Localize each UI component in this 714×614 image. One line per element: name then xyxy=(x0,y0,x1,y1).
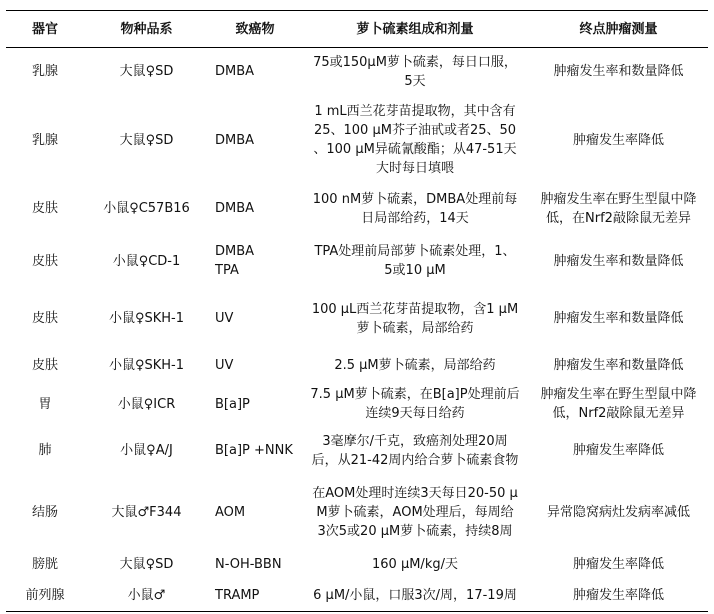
cell-strain: 小鼠♀A/J xyxy=(120,443,173,458)
cell-treatment-line: 后，从21-42周内给合萝卜硫素食物 xyxy=(311,452,519,468)
header-strain: 物种品系 xyxy=(84,11,209,48)
table-row xyxy=(6,580,708,612)
table-row xyxy=(6,290,708,348)
cell-endpoint xyxy=(529,426,708,476)
table-row xyxy=(6,476,708,549)
cell-treatment-line: 100 nM萝卜硫素，DMBA处理前每 xyxy=(312,191,518,207)
cell-treatment xyxy=(301,233,529,290)
cell-endpoint-line: 肿瘤发生率在野生型鼠中降 xyxy=(540,191,697,207)
cell-strain: 大鼠♂F344 xyxy=(111,504,182,520)
cell-carcinogen xyxy=(209,48,301,96)
cell-treatment-line: 大时每日填喂 xyxy=(375,161,454,176)
cell-treatment xyxy=(301,96,529,185)
cell-treatment-line: 3次5或20 μM萝卜硫素，持续8周 xyxy=(317,523,513,539)
header-endpoint: 终点肿瘤测量 xyxy=(529,11,708,48)
cell-treatment-line: 、100 μM异硫氰酸酯；从47-51天 xyxy=(313,142,517,157)
cell-strain: 小鼠♂ xyxy=(84,580,209,612)
cell-endpoint-line: 异常隐窝病灶发病率减低 xyxy=(546,504,690,520)
cell-endpoint-line: 肿瘤发生率在野生型鼠中降 xyxy=(540,387,697,402)
cell-treatment-line: 1 mL西兰花芽苗提取物，其中含有 xyxy=(314,104,516,119)
cell-organ: 前列腺 xyxy=(6,580,84,612)
cell-endpoint-line: 低，在Nrf2敲除鼠无差异 xyxy=(546,210,691,226)
cell-carcinogen xyxy=(209,185,301,233)
cell-treatment xyxy=(301,580,529,612)
cell-endpoint-line: 低，Nrf2敲除鼠无差异 xyxy=(552,406,685,421)
cell-treatment-line: 5天 xyxy=(404,73,426,89)
cell-endpoint-line: 肿瘤发生率和数量降低 xyxy=(553,311,684,326)
cell-treatment-line: 25、100 μM芥子油甙或者25、50 xyxy=(313,123,517,138)
table-row xyxy=(6,185,708,233)
cell-endpoint-line: 肿瘤发生率和数量降低 xyxy=(553,64,684,80)
cell-organ: 膀胱 xyxy=(31,556,58,572)
cell-treatment-line: 5或10 μM xyxy=(384,263,446,278)
cell-endpoint xyxy=(529,549,708,580)
cell-treatment xyxy=(301,383,529,426)
table-row xyxy=(6,549,708,580)
cell-carcinogen-line: AOM xyxy=(215,504,246,520)
cell-endpoint-line: 肿瘤发生率和数量降低 xyxy=(553,357,684,373)
cell-treatment-line: 7.5 μM萝卜硫素，在B[a]P处理前后 xyxy=(310,387,520,402)
cell-carcinogen-line: DMBA xyxy=(215,201,255,216)
cell-carcinogen xyxy=(209,383,301,426)
cell-organ: 皮肤 xyxy=(31,253,58,269)
cell-endpoint-line: 肿瘤发生率降低 xyxy=(572,587,664,603)
cell-organ: 乳腺 xyxy=(31,132,58,148)
table-row xyxy=(6,48,708,96)
cell-treatment xyxy=(301,426,529,476)
cell-endpoint xyxy=(529,185,708,233)
cell-carcinogen xyxy=(209,549,301,580)
cell-endpoint xyxy=(529,383,708,426)
cell-carcinogen-line: DMBA xyxy=(215,132,255,148)
table-body xyxy=(6,48,708,612)
cell-organ: 皮肤 xyxy=(31,311,58,326)
cell-strain: 小鼠♀C57B16 xyxy=(103,201,190,216)
cell-treatment xyxy=(301,348,529,383)
cell-strain: 大鼠♀SD xyxy=(119,132,174,148)
header-row xyxy=(6,11,708,48)
cell-treatment-line: 2.5 μM萝卜硫素，局部给药 xyxy=(334,357,496,373)
cell-strain: 大鼠♀SD xyxy=(119,556,174,572)
cell-carcinogen xyxy=(209,426,301,476)
cell-treatment-line: 连续9天每日给药 xyxy=(365,406,465,421)
cell-endpoint xyxy=(529,580,708,612)
cell-treatment-line: 日局部给药，14天 xyxy=(361,210,469,226)
cell-organ: 皮肤 xyxy=(31,201,58,216)
cell-endpoint-line: 肿瘤发生率降低 xyxy=(572,443,664,458)
cell-treatment xyxy=(301,48,529,96)
table-row xyxy=(6,96,708,185)
cell-carcinogen-line: DMBA xyxy=(215,244,255,259)
header-carcinogen: 致癌物 xyxy=(209,11,301,48)
cell-treatment-line: 萝卜硫素，局部给药 xyxy=(356,320,474,336)
cell-carcinogen-line: N-OH-BBN xyxy=(215,556,282,572)
table-row xyxy=(6,426,708,476)
cell-endpoint xyxy=(529,48,708,96)
cell-carcinogen xyxy=(209,348,301,383)
header-organ: 器官 xyxy=(6,11,84,48)
cell-endpoint xyxy=(529,476,708,549)
header-treatment: 萝卜硫素组成和剂量 xyxy=(301,11,529,48)
cell-carcinogen-line: UV xyxy=(215,311,234,326)
cell-endpoint xyxy=(529,233,708,290)
table-row xyxy=(6,233,708,290)
cell-treatment-line: 3毫摩尔/千克，致癌剂处理20周 xyxy=(322,433,508,449)
sulforaphane-study-table xyxy=(6,10,708,612)
cell-carcinogen-line: TPA xyxy=(215,263,239,278)
cell-treatment-line: 75或150μM萝卜硫素，每日口服， xyxy=(313,54,517,70)
cell-organ: 皮肤 xyxy=(31,357,58,373)
cell-organ: 乳腺 xyxy=(31,64,58,80)
cell-carcinogen xyxy=(209,476,301,549)
cell-strain: 小鼠♀CD-1 xyxy=(112,253,181,269)
table-row xyxy=(6,383,708,426)
cell-carcinogen-line: UV xyxy=(215,357,234,373)
cell-carcinogen xyxy=(209,96,301,185)
cell-organ: 肺 xyxy=(38,443,52,458)
cell-treatment-line: 6 μM/小鼠，口服3次/周，17-19周 xyxy=(313,587,517,603)
cell-treatment-line: 在AOM处理时连续3天每日20-50 μ xyxy=(312,485,518,501)
cell-strain: 小鼠♀SKH-1 xyxy=(108,311,185,326)
cell-organ: 胃 xyxy=(38,396,52,412)
cell-carcinogen-line: DMBA xyxy=(215,64,255,80)
cell-treatment xyxy=(301,290,529,348)
cell-endpoint-line: 肿瘤发生率降低 xyxy=(572,132,664,148)
cell-carcinogen-line: B[a]P +NNK xyxy=(215,443,293,458)
cell-treatment-line: 100 μL西兰花芽苗提取物，含1 μM xyxy=(311,301,519,317)
cell-endpoint-line: 肿瘤发生率和数量降低 xyxy=(553,253,684,269)
cell-endpoint xyxy=(529,348,708,383)
cell-strain: 小鼠♀ICR xyxy=(117,396,176,412)
cell-treatment xyxy=(301,185,529,233)
cell-carcinogen-line: B[a]P xyxy=(215,396,250,412)
cell-strain: 大鼠♀SD xyxy=(119,64,174,80)
cell-carcinogen xyxy=(209,233,301,290)
cell-organ: 结肠 xyxy=(31,504,58,520)
table-row xyxy=(6,348,708,383)
cell-endpoint-line: 肿瘤发生率降低 xyxy=(572,556,664,572)
cell-strain: 小鼠♀SKH-1 xyxy=(108,357,185,373)
cell-carcinogen-line: TRAMP xyxy=(215,587,260,603)
cell-treatment-line: M萝卜硫素，AOM处理后，每周给 xyxy=(316,504,514,520)
cell-endpoint xyxy=(529,96,708,185)
cell-carcinogen xyxy=(209,580,301,612)
cell-treatment xyxy=(301,476,529,549)
cell-carcinogen xyxy=(209,290,301,348)
cell-treatment-line: TPA处理前局部萝卜硫素处理，1、 xyxy=(314,244,516,259)
cell-treatment-line: 160 μM/kg/天 xyxy=(372,556,458,572)
cell-treatment xyxy=(301,549,529,580)
cell-endpoint xyxy=(529,290,708,348)
